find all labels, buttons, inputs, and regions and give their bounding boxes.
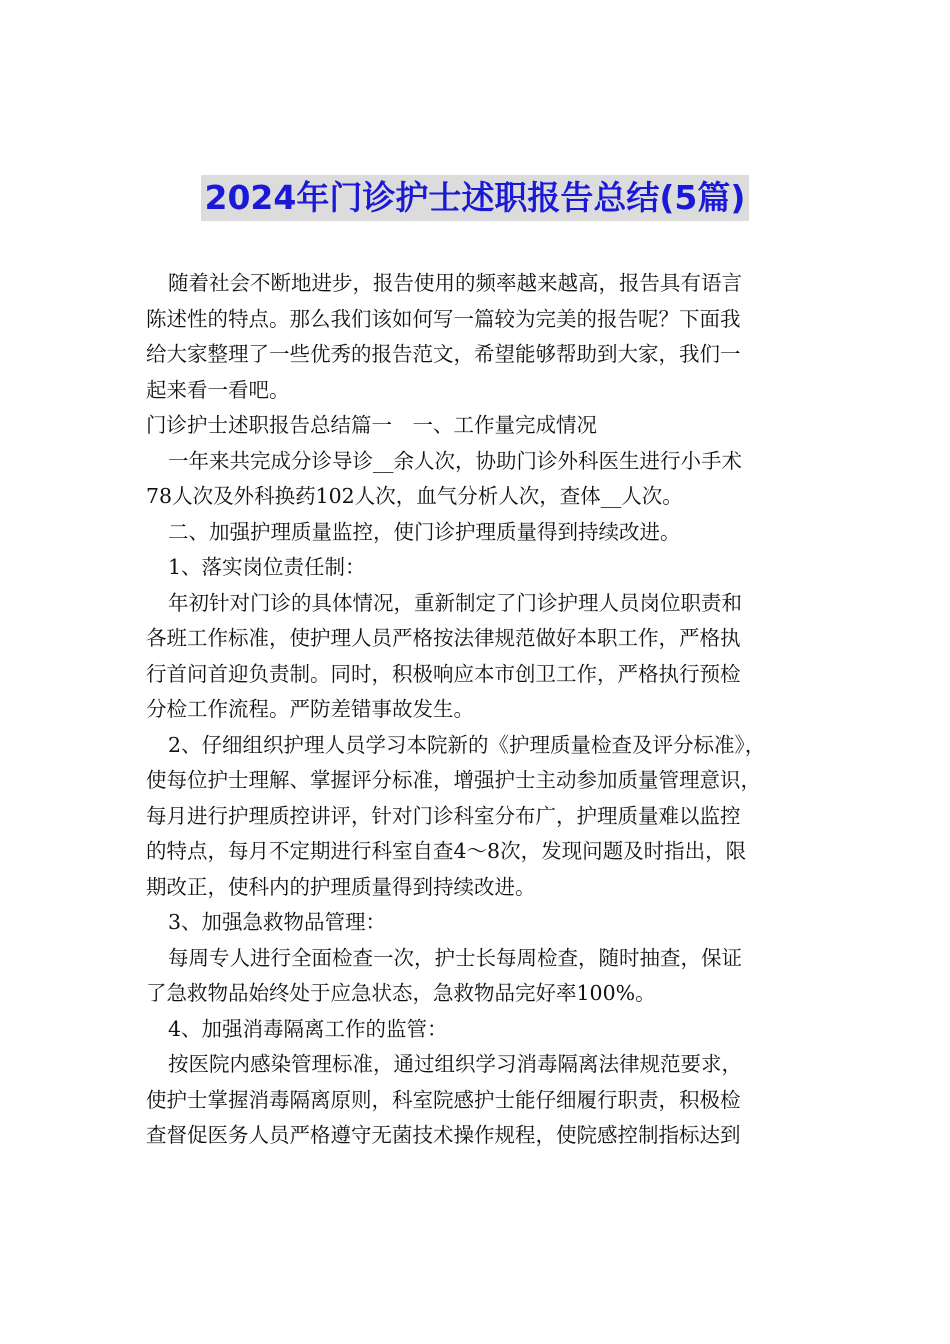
- text-line: 起来看一看吧。: [146, 377, 290, 402]
- text-line: 3、加强急救物品管理：: [168, 910, 387, 934]
- section-heading-line: 门诊护士述职报告总结篇一 一、工作量完成情况: [146, 413, 597, 437]
- text-line: 的特点，每月不定期进行科室自查4～8次，发现问题及时指出，限: [146, 839, 747, 863]
- text-line: 二、加强护理质量监控，使门诊护理质量得到持续改进。: [168, 519, 681, 544]
- text-line: 期改正，使科内的护理质量得到持续改进。: [146, 874, 536, 899]
- text-line: 了急救物品始终处于应急状态，急救物品完好率100%。: [146, 981, 656, 1005]
- text-line: 4、加强消毒隔离工作的监管：: [168, 1016, 448, 1041]
- text-line: 每周专人进行全面检查一次，护士长每周检查，随时抽查，保证: [168, 945, 742, 970]
- text-line: 按医院内感染管理标准，通过组织学习消毒隔离法律规范要求，: [168, 1052, 742, 1076]
- text-line: 每月进行护理质控讲评，针对门诊科室分布广，护理质量难以监控: [146, 803, 741, 828]
- text-line: 行首问首迎负责制。同时，积极响应本市创卫工作，严格执行预检: [146, 661, 741, 686]
- text-line: 分检工作流程。严防差错事故发生。: [146, 697, 474, 721]
- text-line: 使护士掌握消毒隔离原则，科室院感护士能仔细履行职责，积极检: [146, 1087, 741, 1112]
- text-line: 查督促医务人员严格遵守无菌技术操作规程，使院感控制指标达到: [146, 1123, 741, 1147]
- text-line: 给大家整理了一些优秀的报告范文，希望能够帮助到大家，我们一: [146, 342, 741, 366]
- text-line: 陈述性的特点。那么我们该如何写一篇较为完美的报告呢？下面我: [146, 306, 741, 331]
- text-line: 一年来共完成分诊导诊__余人次，协助门诊外科医生进行小手术: [168, 448, 742, 473]
- text-line: 各班工作标准，使护理人员严格按法律规范做好本职工作，严格执: [146, 626, 741, 650]
- text-line: 年初针对门诊的具体情况，重新制定了门诊护理人员岗位职责和: [168, 590, 742, 615]
- text-line: 1、落实岗位责任制：: [168, 555, 366, 579]
- document-body: [146, 266, 816, 1154]
- text-line: 2、仔细组织护理人员学习本院新的《护理质量检查及评分标准》，: [168, 732, 766, 757]
- document-title: 2024年门诊护士述职报告总结(5篇): [201, 175, 750, 221]
- text-line: 78人次及外科换药102人次，血气分析人次，查体__人次。: [146, 484, 683, 508]
- text-line: 随着社会不断地进步，报告使用的频率越来越高，报告具有语言: [168, 271, 742, 295]
- text-line: 使每位护士理解、掌握评分标准，增强护士主动参加质量管理意识，: [146, 768, 761, 792]
- title-container: [0, 175, 950, 221]
